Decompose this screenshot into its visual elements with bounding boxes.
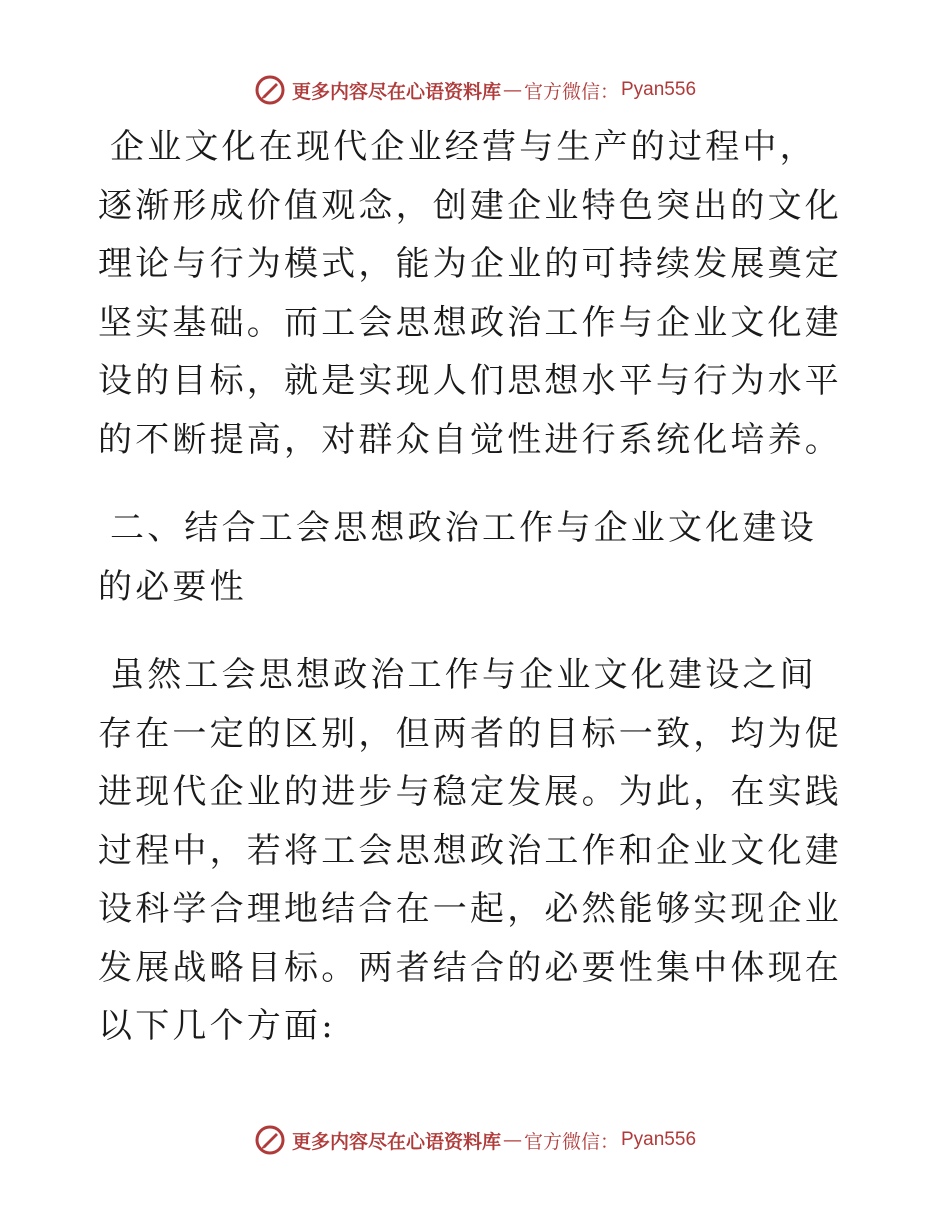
quill-logo-icon bbox=[254, 74, 286, 106]
document-body bbox=[98, 118, 850, 1056]
watermark-dash: — bbox=[502, 79, 522, 101]
watermark-wechat-id: Pyan556 bbox=[621, 79, 697, 100]
paragraph-1-text: 企业文化在现代企业经营与生产的过程中，逐渐形成价值观念，创建企业特色突出的文化理论与行为模式，能为企业的可持续发展奠定坚实基础。而工会思想政治工作与企业文化建设的目标，就是实现人们思想水平与行为水平的不断提高，对群众自觉性进行系统化培养。 bbox=[98, 127, 842, 460]
paragraph-2-text: 虽然工会思想政治工作与企业文化建设之间存在一定的区别，但两者的目标一致，均为促进现代企业的进步与稳定发展。为此，在实践过程中，若将工会思想政治工作和企业文化建设科学合理地结合在一起，必然能够实现企业发展战略目标。两者结合的必要性集中体现在以下几个方面: bbox=[98, 655, 842, 1046]
footer-watermark bbox=[0, 1120, 950, 1160]
watermark-text: 更多内容尽在心语资料库 bbox=[291, 80, 501, 103]
paragraph-2 bbox=[98, 646, 850, 1056]
watermark-dash: — bbox=[502, 1129, 522, 1151]
section-heading bbox=[98, 499, 850, 616]
watermark-official-label: 官方微信： bbox=[523, 80, 619, 103]
section-heading-text: 二、结合工会思想政治工作与企业文化建设的必要性 bbox=[98, 508, 817, 607]
watermark-wechat-id: Pyan556 bbox=[621, 1129, 697, 1150]
quill-logo-icon bbox=[254, 1124, 286, 1156]
watermark-official-label: 官方微信： bbox=[523, 1130, 619, 1153]
header-watermark bbox=[0, 70, 950, 110]
watermark-text: 更多内容尽在心语资料库 bbox=[291, 1130, 501, 1153]
paragraph-1 bbox=[98, 118, 850, 469]
